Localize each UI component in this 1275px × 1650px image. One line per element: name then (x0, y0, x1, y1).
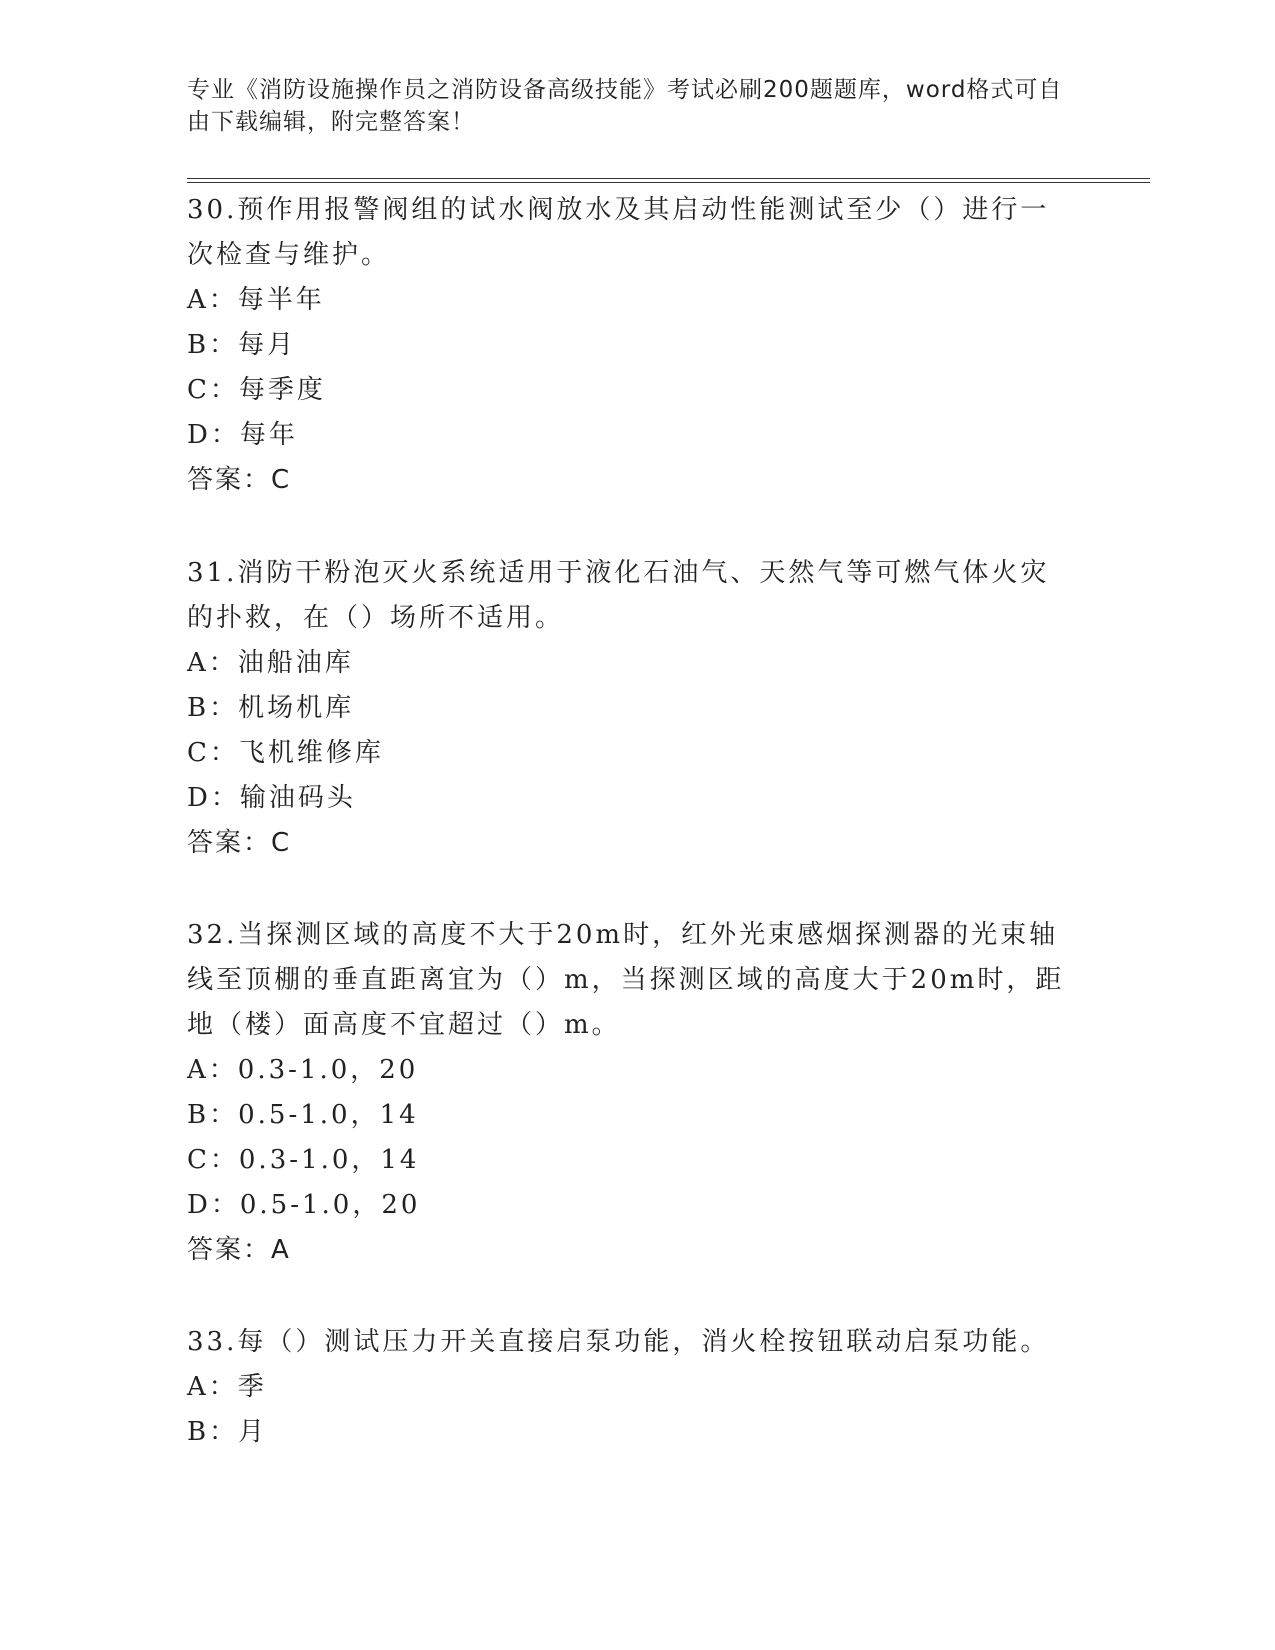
option-c: C：飞机维修库 (187, 738, 384, 768)
option-b: B：0.5-1.0，14 (187, 1100, 419, 1130)
answer: 答案：C (187, 828, 292, 858)
option-a: A：季 (187, 1372, 267, 1402)
option-c: C：0.3-1.0，14 (187, 1145, 420, 1175)
question-stem: 32.当探测区域的高度不大于20m时，红外光束感烟探测器的光束轴线至顶棚的垂直距离宜为（）m，当探测区域的高度大于20m时，距地（楼）面高度不宜超过（）m。 (187, 920, 1065, 1040)
option-c: C：每季度 (187, 375, 326, 405)
question-stem: 31.消防干粉泡灭火系统适用于液化石油气、天然气等可燃气体火灾的扑救，在（）场所不适用。 (187, 558, 1050, 633)
option-d: D：输油码头 (187, 783, 356, 813)
answer: 答案：C (187, 465, 292, 495)
option-b: B：机场机库 (187, 693, 355, 723)
question-30 (187, 188, 1072, 503)
option-d: D：每年 (187, 420, 298, 450)
option-b: B：每月 (187, 330, 297, 360)
option-a: A：油船油库 (187, 648, 354, 678)
option-a: A：每半年 (187, 285, 325, 315)
question-32 (187, 913, 1072, 1273)
option-a: A：0.3-1.0，20 (187, 1055, 419, 1085)
answer: 答案：A (187, 1235, 291, 1265)
question-stem: 33.每（）测试压力开关直接启泵功能，消火栓按钮联动启泵功能。 (187, 1327, 1050, 1357)
header-divider (187, 178, 1150, 183)
question-33 (187, 1320, 1072, 1455)
question-31 (187, 551, 1072, 866)
document-header: 专业《消防设施操作员之消防设备高级技能》考试必刷200题题库，word格式可自由下载编辑，附完整答案！ (187, 77, 1063, 135)
option-b: B：月 (187, 1417, 268, 1447)
question-stem: 30.预作用报警阀组的试水阀放水及其启动性能测试至少（）进行一次检查与维护。 (187, 195, 1050, 270)
option-d: D：0.5-1.0，20 (187, 1190, 421, 1220)
